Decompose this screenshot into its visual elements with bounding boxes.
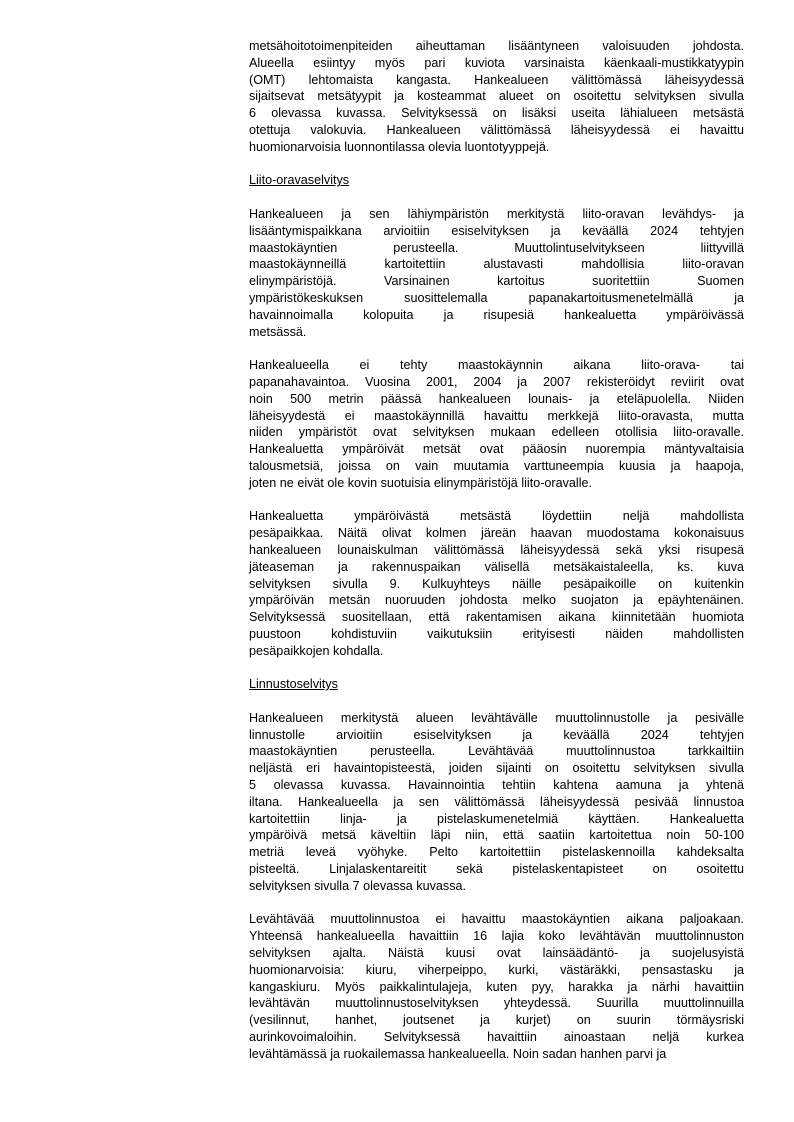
text-line: 6 olevassa kuvassa. Selvityksessä on lisäksi useita lähialueen metsästä	[249, 106, 744, 121]
text-line: neljästä eri havaintopisteestä, joiden sijainti on osoitettu selvityksen sivulla	[249, 761, 744, 776]
text-line: (vesilinnut, hanhet, joutsenet ja kurjet) on suurin törmäysriski	[249, 1013, 744, 1028]
text-line: iltana. Hankealueella ja sen välittömässä läheisyydessä pesivää linnustoa	[249, 794, 744, 809]
paragraph-gap	[249, 895, 744, 912]
text-line: maastokäynneillä kartoitettiin alustavasti mahdollisia liito-oravan	[249, 257, 744, 272]
text-line: maastokäyntien perusteella. Muuttolintuselvitykseen liittyvillä	[249, 240, 744, 255]
text-line: sijaitsevat metsätyypit ja kosteammat alueet on osoitettu selvityksen sivulla	[249, 89, 744, 104]
document-body	[249, 38, 744, 1063]
text-line: (OMT) lehtomaista kangasta. Hankealueen välittömässä läheisyydessä	[249, 72, 744, 87]
text-line: havainnoimalla kolopuita ja risupesiä hankealuetta ympäröivässä	[249, 307, 744, 322]
paragraph	[249, 911, 744, 1062]
text-line: Selvityksessä suositellaan, että rakentamisen aikana kiinnitetään huomiota	[249, 610, 744, 625]
text-line: selvityksen sivulla 9. Kulkuyhteys näille pesäpaikoille on kuitenkin	[249, 576, 744, 591]
text-line: Hankealueen merkitystä alueen levähtävälle muuttolinnustolle ja pesivälle	[249, 710, 744, 725]
text-line: linnustolle arvioitiin esiselvityksen ja keväällä 2024 tehtyjen	[249, 727, 744, 742]
text-line: jäteaseman ja rakennuspaikan välisellä metsäkaistaleella, ks. kuva	[249, 559, 744, 574]
text-line: huomionarvoisia luonnontilassa olevia luontotyyppejä.	[249, 139, 550, 154]
text-line: kangaskiuru. Myös paikkalintulajeja, kuten pyy, harakka ja närhi havaittiin	[249, 979, 744, 994]
text-line: noin 500 metrin päässä hankealueen lounais- ja eteläpuolella. Niiden	[249, 391, 744, 406]
text-line: puustoon kohdistuviin vaikutuksiin erityisesti näiden mahdollisten	[249, 626, 744, 641]
paragraph	[249, 38, 744, 156]
text-line: huomionarvoisia: kiuru, viherpeippo, kurki, västäräkki, pensastasku ja	[249, 962, 744, 977]
section-heading	[249, 676, 744, 693]
text-line: Hankealuetta ympäröivät metsät ovat pääosin nuorempia mäntyvaltaisia	[249, 442, 744, 457]
text-line: läheisyydestä ei maastokäynnillä havaittu merkkejä liito-oravasta, mutta	[249, 408, 744, 423]
text-line: Hankealuetta ympäröivästä metsästä löydettiin neljä mahdollista	[249, 509, 744, 524]
text-line: pesäpaikkojen kohdalla.	[249, 643, 384, 658]
text-line: metriä leveä vyöhyke. Pelto kartoitettiin pistelaskennoilla kahdeksalta	[249, 845, 744, 860]
text-line: selvityksen ajalta. Näistä kuusi ovat lainsäädäntö- ja suojelusyistä	[249, 946, 744, 961]
text-line: metsähoitotoimenpiteiden aiheuttaman lisääntyneen valoisuuden johdosta.	[249, 39, 744, 53]
text-line: papanahavaintoa. Vuosina 2001, 2004 ja 2007 rekisteröidyt reviirit ovat	[249, 374, 744, 389]
paragraph-gap	[249, 340, 744, 357]
text-line: pesäpaikkaa. Näitä olivat kolmen järeän haavan muodostama kokonaisuus	[249, 526, 744, 541]
text-line: elinympäristöjä. Varsinainen kartoitus suoritettiin Suomen	[249, 274, 744, 289]
text-line: aurinkovoimaloihin. Selvityksessä havaittiin ainoastaan neljä kurkea	[249, 1030, 744, 1045]
text-line: Hankealueella ei tehty maastokäynnin aikana liito-orava- tai	[249, 358, 744, 373]
text-line: kartoitettiin linja- ja pistelaskumenetelmiä käyttäen. Hankealuetta	[249, 811, 744, 826]
text-line: 5 olevassa kuvassa. Havainnointia tehtiin kahtena aamuna ja yhtenä	[249, 778, 744, 793]
text-line: ympäristökeskuksen suosittelemalla papanakartoitusmenetelmällä ja	[249, 290, 744, 305]
paragraph	[249, 508, 744, 659]
text-line: Hankealueen ja sen lähiympäristön merkitystä liito-oravan levähdys- ja	[249, 206, 744, 221]
text-line: maastokäyntien perusteella. Levähtävää muuttolinnustoa tarkkailtiin	[249, 744, 744, 759]
text-line: Yhteensä hankealueella havaittiin 16 lajia koko levähtävän muuttolinnuston	[249, 929, 744, 944]
section-heading-text: Liito-oravaselvitys	[249, 173, 350, 188]
text-line: otettuja valokuvia. Hankealueen välittömässä läheisyydessä ei havaittu	[249, 122, 744, 137]
text-line: levähtämässä ja ruokailemassa hankealueella. Noin sadan hanhen parvi ja	[249, 1046, 667, 1061]
section-heading-text: Linnustoselvitys	[249, 677, 338, 692]
paragraph	[249, 206, 744, 340]
paragraph-gap	[249, 156, 744, 173]
text-line: Alueella esiintyy myös pari kuviota varsinaista käenkaali-mustikkatyypin	[249, 55, 744, 70]
text-line: pisteeltä. Linjalaskentareitit sekä pistelaskentapisteet on osoitettu	[249, 862, 744, 877]
text-line: Levähtävää muuttolinnustoa ei havaittu maastokäyntien aikana paljoakaan.	[249, 912, 744, 927]
paragraph-gap	[249, 492, 744, 509]
text-line: ympäröivä metsä käveltiin läpi niin, että saatiin kartoitettua noin 50-100	[249, 828, 744, 843]
text-line: selvityksen sivulla 7 olevassa kuvassa.	[249, 878, 466, 893]
text-line: niiden ympäristöt ovat selvityksen mukaan edelleen otollisia liito-oravalle.	[249, 425, 744, 440]
text-line: metsässä.	[249, 324, 307, 339]
text-line: lisääntymispaikkana arvioitiin esiselvityksen ja keväällä 2024 tehtyjen	[249, 223, 744, 238]
paragraph-gap	[249, 693, 744, 710]
section-heading	[249, 172, 744, 189]
text-line: hankealueen lounaiskulman välittömässä läheisyydessä sekä yksi risupesä	[249, 542, 744, 557]
text-line: levähtävän muuttolinnustoselvityksen yhteydessä. Suurilla muuttolinnuilla	[249, 996, 744, 1011]
paragraph	[249, 357, 744, 491]
text-line: talousmetsiä, joissa on vain muutamia varttuneempia kuusia ja haapoja,	[249, 458, 744, 473]
paragraph-gap	[249, 659, 744, 676]
text-line: ympäröivän metsän nuoruuden johdosta melko suojaton ja epäyhtenäinen.	[249, 593, 744, 608]
text-line: joten ne eivät ole kovin suotuisia elinympäristöjä liito-oravalle.	[249, 475, 593, 490]
paragraph	[249, 710, 744, 895]
paragraph-gap	[249, 189, 744, 206]
